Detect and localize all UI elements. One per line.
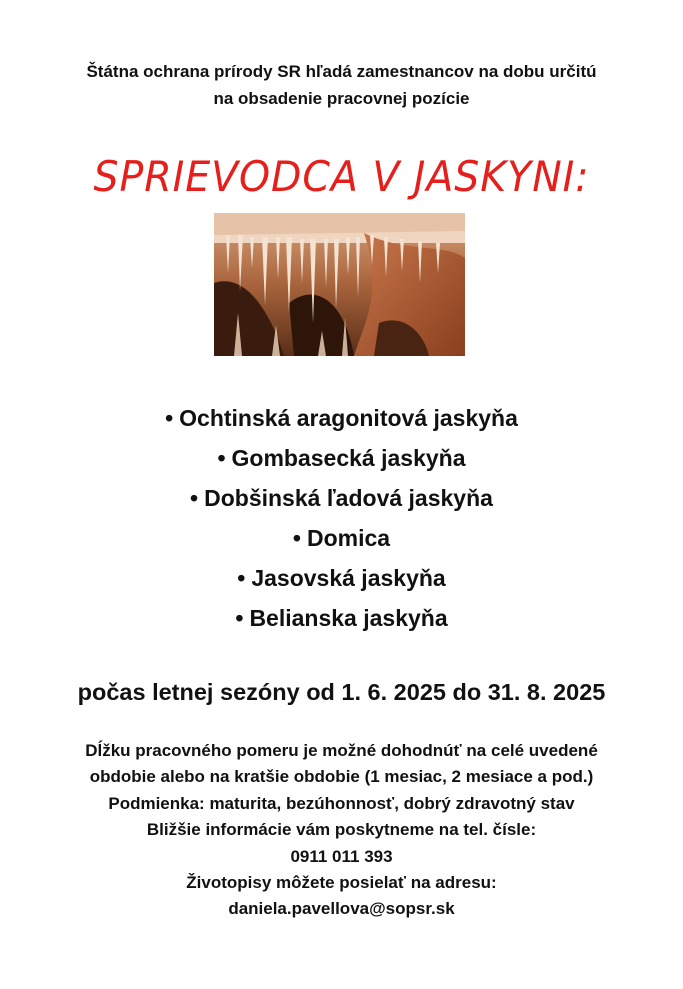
location-name: Gombasecká jaskyňa [231, 445, 466, 471]
intro-line-1: Štátna ochrana prírody SR hľadá zamestnancov na dobu určitú [86, 62, 597, 81]
details-line-2: obdobie alebo na kratšie obdobie (1 mesiac, 2 mesiace a pod.) [89, 767, 594, 787]
location-name: Ochtinská aragonitová jaskyňa [179, 405, 518, 431]
location-name: Dobšinská ľadová jaskyňa [204, 485, 493, 511]
season-dates: počas letnej sezóny od 1. 6. 2025 do 31. 8. 2025 [77, 679, 606, 705]
list-item [0, 598, 683, 638]
bullet-icon: • [165, 405, 174, 431]
job-title-headline: SPRIEVODCA V JASKYNI: [93, 152, 590, 201]
email-address: daniela.pavellova@sopsr.sk [228, 899, 455, 919]
bullet-icon: • [237, 565, 246, 591]
bullet-icon: • [190, 485, 199, 511]
list-item [0, 438, 683, 478]
bullet-icon: • [217, 445, 226, 471]
phone-number: 0911 011 393 [290, 846, 393, 866]
location-name: Belianska jaskyňa [249, 605, 448, 631]
cave-location-list [0, 398, 683, 638]
location-name: Jasovská jaskyňa [251, 565, 446, 591]
bullet-icon: • [235, 605, 244, 631]
cv-address-line: Životopisy môžete posielať na adresu: [186, 873, 497, 893]
intro-text [0, 58, 683, 112]
list-item [0, 478, 683, 518]
job-details [0, 738, 683, 923]
contact-info-line: Bližšie informácie vám poskytneme na tel. čísle: [146, 820, 537, 840]
details-line-1: Dĺžku pracovného pomeru je možné dohodnúť na celé uvedené [85, 741, 598, 760]
cave-photo [214, 213, 465, 356]
bullet-icon: • [292, 525, 301, 551]
list-item [0, 518, 683, 558]
requirements-line: Podmienka: maturita, bezúhonnosť, dobrý zdravotný stav [108, 793, 575, 813]
location-name: Domica [306, 525, 391, 551]
list-item [0, 398, 683, 438]
intro-line-2: na obsadenie pracovnej pozície [213, 89, 470, 108]
list-item [0, 558, 683, 598]
